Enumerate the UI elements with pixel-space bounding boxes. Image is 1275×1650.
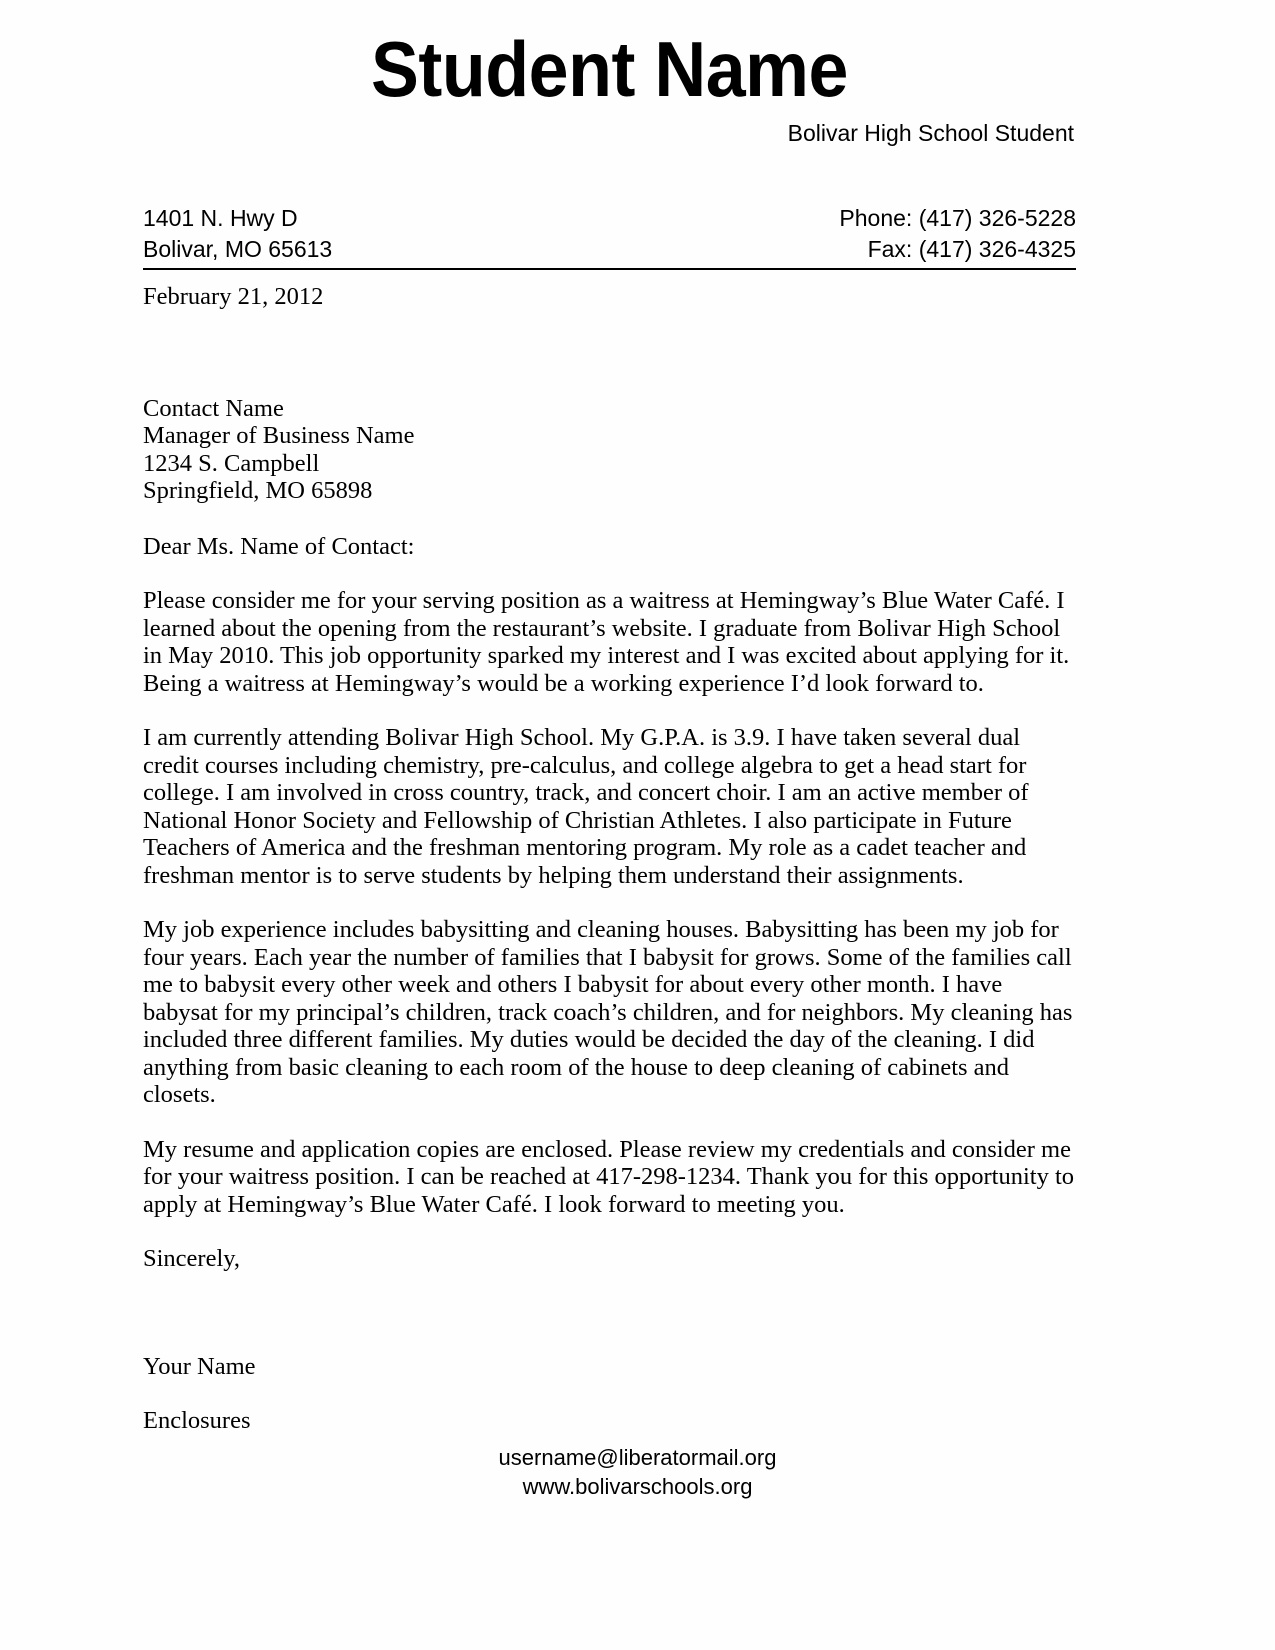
footer-website: www.bolivarschools.org — [522, 1474, 753, 1499]
letter-paragraph-4: My resume and application copies are enclosed. Please review my credentials and consider me for your waitress position. I can be reached at 417-298-1234. Thank you for this opportunity to apply at Hemingway’s Blue Water Café. I look forward to meeting you. — [143, 1135, 1075, 1218]
sender-address-line-1: 1401 N. Hwy D — [143, 205, 298, 231]
recipient-city-state-zip: Springfield, MO 65898 — [143, 477, 373, 504]
letter-date: February 21, 2012 — [143, 283, 324, 310]
letter-paragraph-2: I am currently attending Bolivar High School. My G.P.A. is 3.9. I have taken several dual credit courses including chemistry, pre-calculus, and college algebra to get a head start for college. I am involved in cross country, track, and concert choir. I am an active member of National Honor Society and Fellowship of Christian Athletes. I also participate in Future Teachers of America and the freshman mentoring program. My role as a cadet teacher and freshman mentor is to serve students by helping them understand their assignments. — [143, 724, 1029, 889]
signature-name: Your Name — [143, 1352, 256, 1380]
sender-fax: Fax: (417) 326-4325 — [867, 236, 1076, 262]
recipient-address-block — [143, 395, 1076, 505]
contact-bar — [143, 203, 1076, 270]
spacer-before-para-3 — [143, 889, 1076, 916]
letter-body — [143, 283, 1076, 1435]
spacer-before-para-2 — [143, 697, 1076, 724]
letter-paragraph-3: My job experience includes babysitting and cleaning houses. Babysitting has been my job for four years. Each year the number of families that I babysit for grows. Some of the families call me to babysit every other week and others I babysit for about every other month. I have babysat for my principal’s children, track coach’s children, and for neighbors. My cleaning has included three different families. My duties would be decided the day of the cleaning. I did anything from basic cleaning to each room of the house to deep cleaning of cabinets and closets. — [143, 916, 1073, 1108]
enclosures-note: Enclosures — [143, 1407, 251, 1434]
letterhead-subtitle: Bolivar High School Student — [787, 120, 1074, 146]
page-title: Student Name — [371, 25, 848, 113]
spacer-before-para-4 — [143, 1109, 1076, 1136]
sender-phone: Phone: (417) 326-5228 — [839, 205, 1076, 231]
sender-address-line-2: Bolivar, MO 65613 — [143, 236, 333, 262]
spacer-after-date — [143, 311, 1076, 395]
page-footer — [0, 1443, 1275, 1501]
letterhead — [143, 26, 1076, 148]
signature-space — [143, 1273, 1076, 1353]
spacer-after-address — [143, 505, 1076, 533]
closing-salutation: Sincerely, — [143, 1245, 241, 1272]
spacer-before-enclosures — [143, 1380, 1076, 1407]
recipient-title: Manager of Business Name — [143, 422, 415, 449]
spacer-before-closing — [143, 1218, 1076, 1245]
letter-paragraph-1: Please consider me for your serving position as a waitress at Hemingway’s Blue Water Café. I learned about the opening from the restaurant’s website. I graduate from Bolivar High School in May 2010. This job opportunity sparked my interest and I was excited about applying for it. Being a waitress at Hemingway’s would be a working experience I’d look forward to. — [143, 587, 1070, 697]
footer-email: username@liberatormail.org — [498, 1445, 777, 1470]
spacer-before-para-1 — [143, 560, 1076, 587]
recipient-street: 1234 S. Campbell — [143, 449, 320, 477]
recipient-name: Contact Name — [143, 394, 284, 422]
salutation: Dear Ms. Name of Contact: — [143, 532, 415, 560]
sender-address — [143, 203, 332, 265]
sender-contact-numbers — [839, 203, 1076, 265]
